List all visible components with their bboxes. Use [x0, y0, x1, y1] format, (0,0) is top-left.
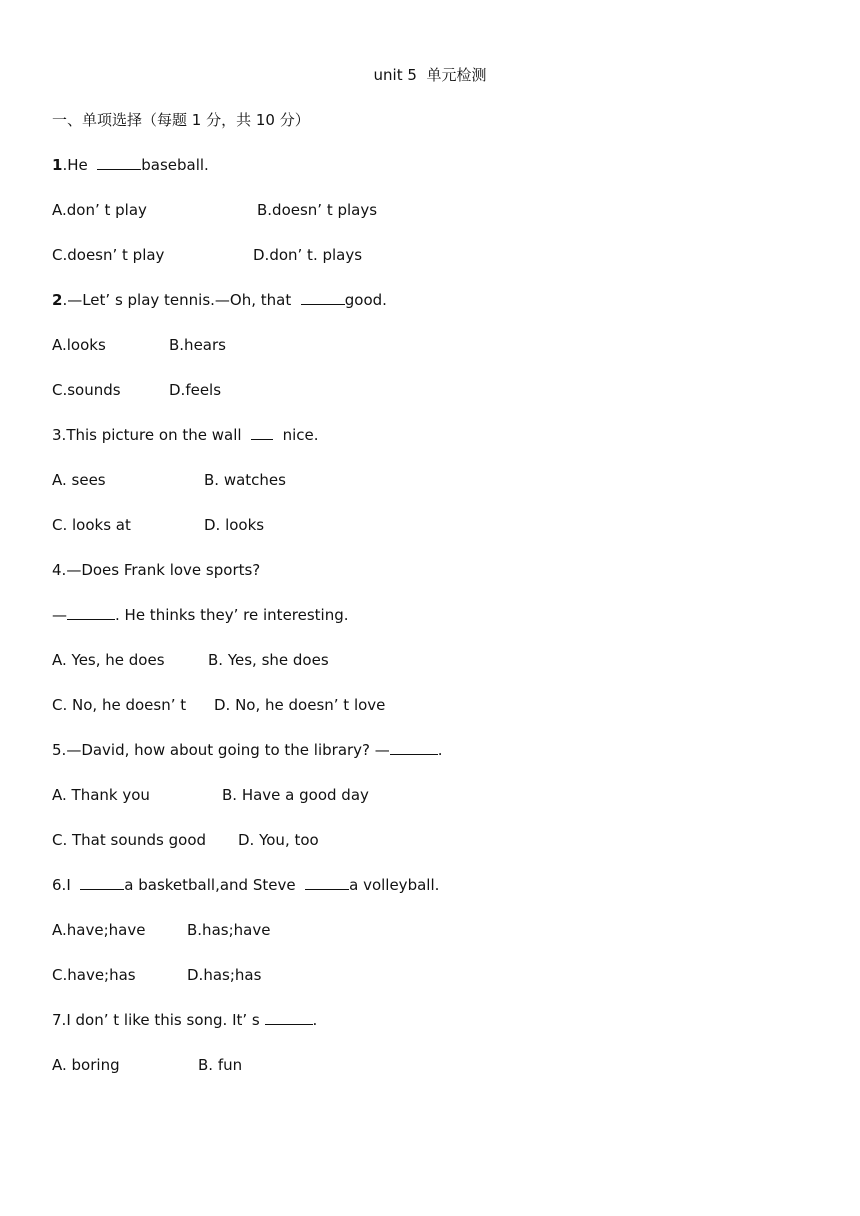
- option-b: B. Yes, she does: [208, 651, 329, 669]
- option-d: D. No, he doesn’ t love: [214, 696, 386, 714]
- section-heading: 一、单项选择（每题 1 分，共 10 分）: [52, 111, 310, 129]
- answer-blank: [251, 424, 273, 440]
- question-1-stem: [52, 154, 209, 176]
- question-7-options-row: [52, 1054, 242, 1076]
- option-c: C. looks at: [52, 516, 131, 534]
- question-5-options-row: [52, 829, 319, 851]
- question-text: nice.: [273, 426, 319, 444]
- option-a: A. sees: [52, 471, 106, 489]
- option-c: C. No, he doesn’ t: [52, 696, 187, 714]
- question-text: .: [437, 741, 443, 759]
- question-text: .: [312, 1011, 318, 1029]
- question-text: .I: [61, 876, 81, 894]
- question-text: a volleyball.: [349, 876, 440, 894]
- question-2-stem: [52, 289, 387, 311]
- option-c: C. That sounds good: [52, 831, 207, 849]
- question-text: baseball.: [141, 156, 209, 174]
- question-1-options-row: [52, 199, 377, 221]
- question-number: 2: [52, 291, 63, 309]
- question-5-stem: [52, 739, 443, 761]
- question-3-options-row: [52, 514, 264, 536]
- question-6-options-row: [52, 964, 261, 986]
- page-title: unit 5 单元检测: [373, 66, 487, 84]
- question-text: .—Let’ s play tennis.—Oh, that: [62, 291, 301, 309]
- option-b: B. watches: [204, 471, 286, 489]
- question-number: 6: [52, 876, 62, 894]
- question-4-stem-line2: [52, 604, 349, 626]
- answer-blank: [305, 874, 349, 890]
- answer-blank: [390, 739, 438, 755]
- question-text: .This picture on the wall: [61, 426, 252, 444]
- option-d: D. looks: [204, 516, 265, 534]
- question-number: 7: [52, 1011, 62, 1029]
- question-text: . He thinks they’ re interesting.: [115, 606, 349, 624]
- question-text: .—David, how about going to the library? —: [61, 741, 390, 759]
- question-number: 1: [52, 156, 63, 174]
- answer-blank: [301, 289, 345, 305]
- answer-blank: [67, 604, 115, 620]
- question-4-options-row: [52, 649, 329, 671]
- option-d: D.has;has: [187, 966, 262, 984]
- option-c: C.doesn’ t play: [52, 246, 165, 264]
- question-text: —: [52, 606, 67, 624]
- question-text: .He: [62, 156, 98, 174]
- option-b: B.hears: [169, 336, 226, 354]
- question-5-options-row: [52, 784, 369, 806]
- option-b: B. Have a good day: [222, 786, 369, 804]
- question-number: 3: [52, 426, 62, 444]
- option-a: A.have;have: [52, 921, 146, 939]
- option-a: A. Thank you: [52, 786, 150, 804]
- question-number: 5: [52, 741, 62, 759]
- question-6-options-row: [52, 919, 270, 941]
- option-b: B.doesn’ t plays: [257, 201, 378, 219]
- option-b: B.has;have: [187, 921, 271, 939]
- question-1-options-row: [52, 244, 362, 266]
- question-4-stem: [52, 559, 260, 581]
- question-text: .—Does Frank love sports?: [61, 561, 261, 579]
- option-a: A. boring: [52, 1056, 120, 1074]
- answer-blank: [80, 874, 124, 890]
- option-d: D. You, too: [238, 831, 319, 849]
- question-4-options-row: [52, 694, 385, 716]
- question-6-stem: [52, 874, 439, 896]
- question-3-options-row: [52, 469, 286, 491]
- question-text: good.: [344, 291, 387, 309]
- option-c: C.sounds: [52, 381, 121, 399]
- question-2-options-row: [52, 379, 221, 401]
- question-2-options-row: [52, 334, 226, 356]
- option-d: D.don’ t. plays: [253, 246, 363, 264]
- option-a: A.don’ t play: [52, 201, 147, 219]
- answer-blank: [265, 1009, 313, 1025]
- question-3-stem: [52, 424, 319, 446]
- option-b: B. fun: [198, 1056, 243, 1074]
- option-a: A.looks: [52, 336, 106, 354]
- question-text: a basketball,and Steve: [124, 876, 306, 894]
- answer-blank: [97, 154, 141, 170]
- question-7-stem: [52, 1009, 317, 1031]
- option-c: C.have;has: [52, 966, 136, 984]
- option-d: D.feels: [169, 381, 222, 399]
- question-number: 4: [52, 561, 62, 579]
- option-a: A. Yes, he does: [52, 651, 165, 669]
- question-text: .I don’ t like this song. It’ s: [61, 1011, 265, 1029]
